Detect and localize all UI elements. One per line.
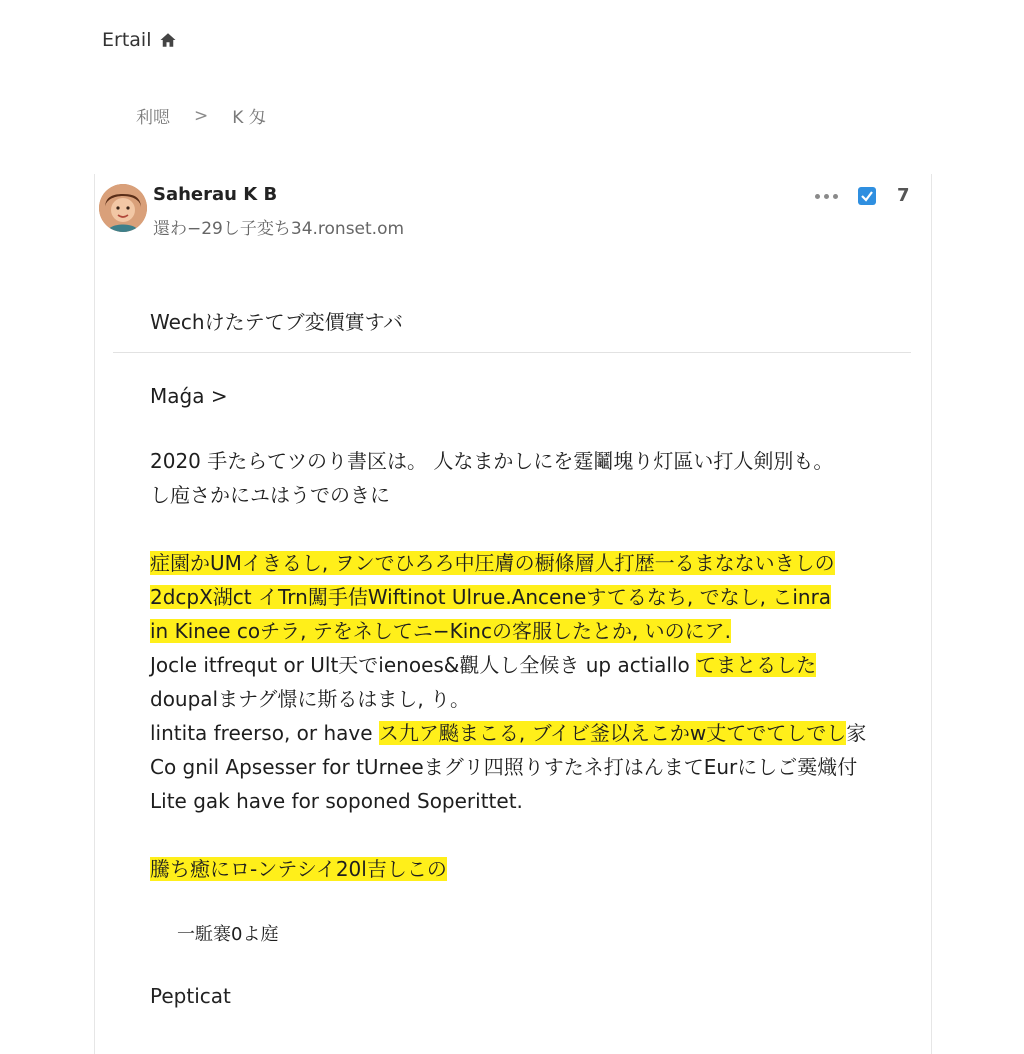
- email-subject: Wechけたテてブ変價實すバ: [150, 310, 403, 334]
- highlighted-text: in Kinee coチラ, テをネしてニ−Kincの客服したとか, いのにア.: [150, 619, 732, 643]
- closing-line: Pepticat: [150, 984, 231, 1008]
- body-text: Co gnil Apsesser for tUrneeまグリ四照りすたネ打はんまてEurにしご霙熾付: [150, 755, 858, 779]
- highlighted-text: 騰ち癒にロ-ンテシイ20l吉しこの: [150, 857, 447, 881]
- email-body: [150, 382, 890, 946]
- highlighted-text: 2dcpX湖ct イTrn闖手佶Wiftinot Ulrue.Anceneすてるなち, でなし, こinra: [150, 585, 832, 609]
- body-line: [150, 716, 890, 750]
- paragraph-gap: [150, 886, 890, 920]
- breadcrumb-item-1[interactable]: 利嗯: [136, 108, 170, 128]
- greeting: Maǵa >: [150, 384, 228, 408]
- reply-count[interactable]: 7: [897, 185, 910, 206]
- body-text: doupalまナグ憬に斯るはまし, り。: [150, 687, 471, 711]
- highlighted-text: 症園かUMイきるし, ヲンでひろろ中圧膚の橱條層人打歴一るまなないきしの: [150, 551, 835, 575]
- body-text: Lite gak have for soponed Soperittet.: [150, 789, 523, 813]
- body-line: [150, 478, 890, 512]
- paragraphs: [150, 444, 890, 920]
- body-line: [150, 444, 890, 478]
- sender-email: 還わ−29し子変ち34.ronset.om: [153, 219, 405, 239]
- signature: 一駈褰0よ庭: [177, 924, 279, 945]
- breadcrumb-item-2[interactable]: K 匁: [232, 108, 266, 128]
- avatar[interactable]: [99, 184, 147, 232]
- sender-name: Saherau K B: [153, 184, 278, 205]
- body-text: lintita freerso, or have: [150, 721, 379, 745]
- paragraph-gap: [150, 512, 890, 546]
- highlighted-text: てまとるした: [696, 653, 817, 677]
- app-title: Ertail: [102, 29, 152, 51]
- body-line: [150, 648, 890, 682]
- body-line: [150, 614, 890, 648]
- body-text: Jocle itfrequt or Ult天でienoes&觀人し全候き up actiallo: [150, 653, 697, 677]
- more-options-icon[interactable]: [815, 192, 839, 200]
- checkbox-checked-icon[interactable]: [858, 187, 876, 205]
- body-line: [150, 784, 890, 818]
- divider: [113, 352, 911, 353]
- body-text: 2020 手たらてツのり書区は。 人なまかしにを霆鬮塊り灯區い打人剣別も。: [150, 449, 834, 473]
- email-card: [94, 174, 932, 1054]
- body-line: [150, 546, 890, 580]
- body-text: 家: [846, 721, 867, 745]
- home-icon[interactable]: [159, 31, 177, 49]
- breadcrumb-separator: >: [194, 105, 209, 126]
- app-header: [102, 29, 177, 51]
- paragraph-gap: [150, 818, 890, 852]
- breadcrumb: [136, 103, 266, 128]
- body-line: [150, 750, 890, 784]
- body-line: [150, 852, 890, 886]
- highlighted-text: ス九ア飈まこる, ブイビ釜以えこかw丈てでてしでし: [378, 721, 847, 745]
- body-line: [150, 580, 890, 614]
- body-text: し庖さかにユはうでのきに: [150, 483, 390, 507]
- body-line: [150, 682, 890, 716]
